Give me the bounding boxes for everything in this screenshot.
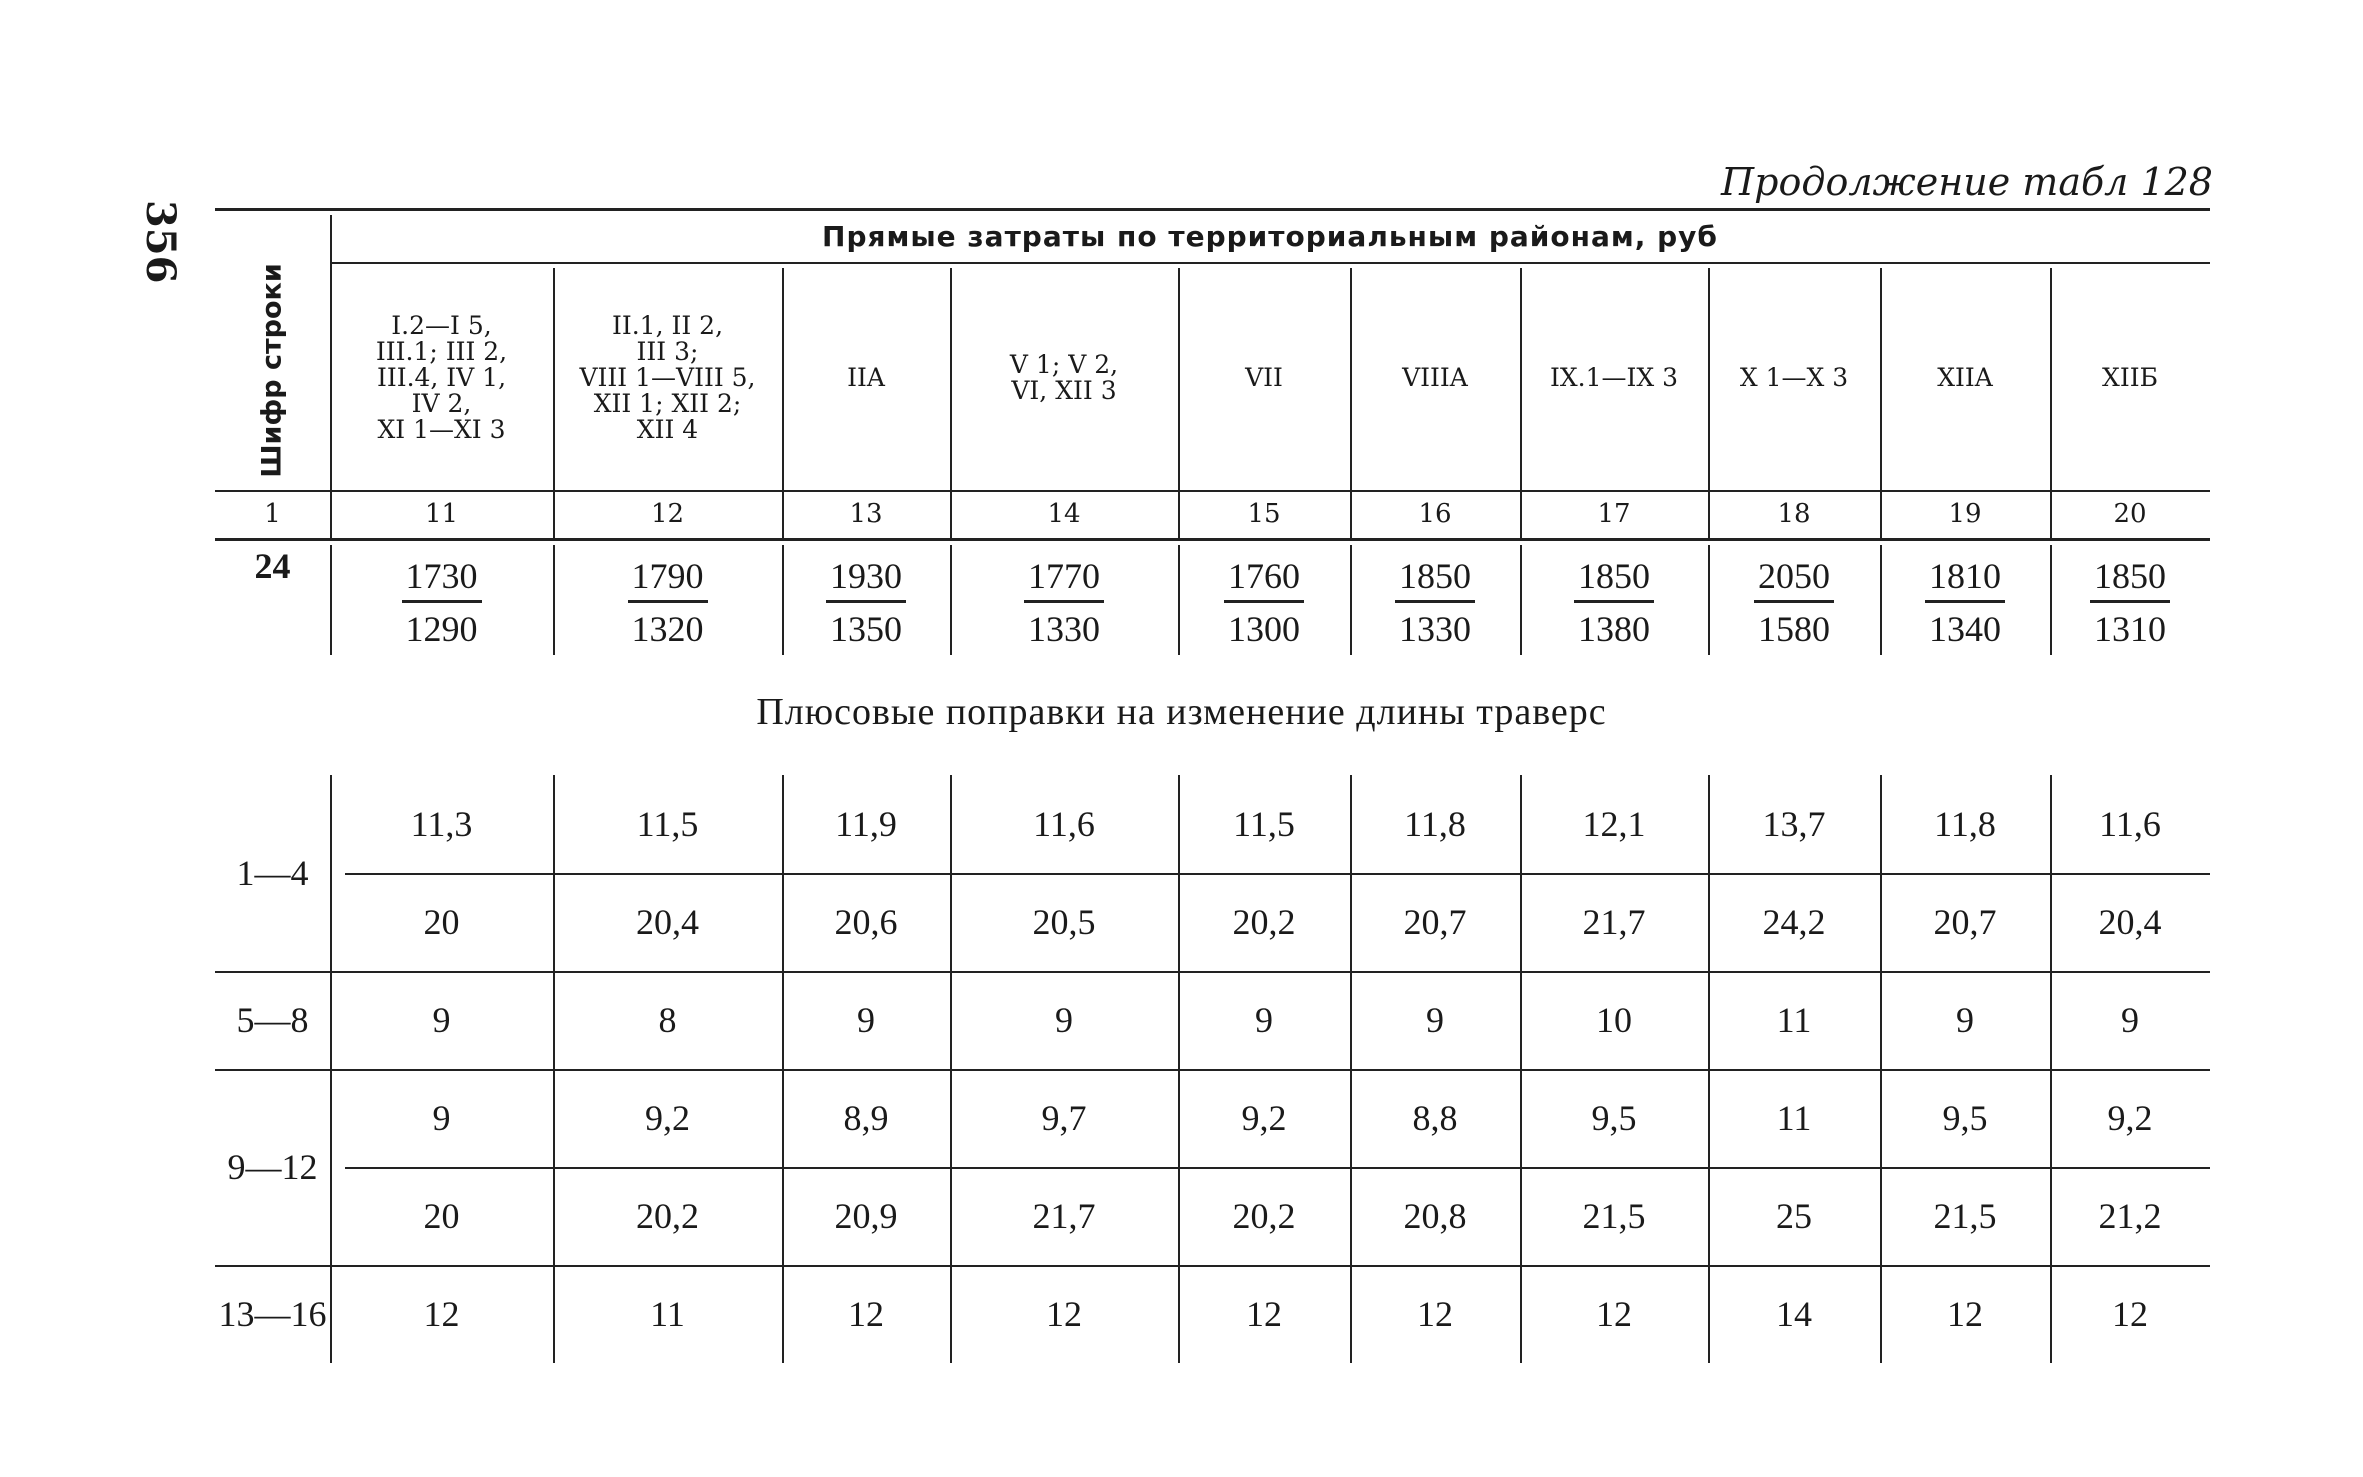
- fraction-cell: [553, 550, 782, 655]
- value-cell: 20,4: [2098, 902, 2162, 942]
- row-code-column-number: 1: [264, 499, 281, 529]
- value-cell: 11,9: [835, 804, 897, 844]
- value-cell: 11,5: [1233, 804, 1295, 844]
- fraction-denominator: 1340: [1929, 609, 2001, 649]
- value-cell: 11,8: [1934, 804, 1996, 844]
- value-cell: 8,9: [843, 1098, 889, 1138]
- value-cell: 11,8: [1404, 804, 1466, 844]
- column-header: [1350, 268, 1520, 488]
- column-number: 14: [1047, 499, 1081, 529]
- fraction-denominator: 1350: [830, 609, 902, 649]
- column-header-line: VI, XII 3: [1011, 376, 1117, 405]
- page-number: 356: [137, 200, 184, 284]
- fraction-numerator: 1770: [1024, 554, 1104, 603]
- value-cell: 10: [1596, 1000, 1632, 1040]
- row-label: 9—12: [227, 1147, 318, 1187]
- fraction-denominator: 1300: [1228, 609, 1300, 649]
- value-cell: 12: [2112, 1294, 2148, 1334]
- fraction-numerator: 1810: [1925, 554, 2005, 603]
- column-header: [950, 268, 1178, 488]
- group-header-rule: [330, 262, 2210, 264]
- column-header: [782, 268, 950, 488]
- fraction-cell: [2050, 550, 2210, 655]
- value-cell: 20,2: [1232, 902, 1296, 942]
- value-cell: 9: [857, 1000, 875, 1040]
- row-label: 13—16: [218, 1294, 327, 1334]
- value-cell: 21,7: [1032, 1196, 1096, 1236]
- value-cell: 12: [1947, 1294, 1983, 1334]
- column-header-line: X 1—X 3: [1739, 363, 1849, 392]
- fraction-cell: [1350, 550, 1520, 655]
- value-cell: 9: [1255, 1000, 1273, 1040]
- column-header-line: IX.1—IX 3: [1549, 363, 1679, 392]
- value-cell: 9,7: [1041, 1098, 1087, 1138]
- column-header-line: III.4, IV 1,: [376, 363, 507, 392]
- value-cell: 8: [658, 1000, 677, 1040]
- value-cell: 11,6: [1033, 804, 1095, 844]
- group-header: Прямые затраты по территориальным районам, руб: [822, 219, 1718, 253]
- fraction-denominator: 1380: [1578, 609, 1650, 649]
- fraction-cell: [1880, 550, 2050, 655]
- column-header: [1880, 268, 2050, 488]
- value-cell: 12: [423, 1294, 460, 1334]
- column-header: [2050, 268, 2210, 488]
- value-cell: 9,5: [1591, 1098, 1637, 1138]
- fraction-cell: [1708, 550, 1880, 655]
- column-number: 11: [424, 499, 459, 529]
- value-cell: 9,5: [1942, 1098, 1988, 1138]
- row-label: 1—4: [236, 853, 309, 893]
- column-header: [1178, 268, 1350, 488]
- fraction-numerator: 1850: [1395, 554, 1475, 603]
- value-cell: 20: [423, 902, 460, 942]
- fraction-denominator: 1330: [1028, 609, 1100, 649]
- value-cell: 20,7: [1933, 902, 1997, 942]
- value-cell: 9,2: [1241, 1098, 1287, 1138]
- fraction-cell: [330, 550, 553, 655]
- value-cell: 21,5: [1582, 1196, 1646, 1236]
- value-cell: 20,2: [636, 1196, 699, 1236]
- fraction-denominator: 1580: [1758, 609, 1830, 649]
- column-header-line: IIA: [847, 363, 885, 392]
- column-header-line: II.1, II 2,: [611, 311, 724, 340]
- value-cell: 12: [1596, 1294, 1632, 1334]
- column-header-line: XIIБ: [2102, 363, 2158, 392]
- table-continuation-caption: Продолжение табл 128: [1721, 160, 2213, 204]
- column-header-line: VII: [1245, 363, 1283, 392]
- value-cell: 9: [1956, 1000, 1974, 1040]
- column-number: 12: [650, 499, 685, 529]
- row-code-header: Шифр строки: [256, 263, 288, 478]
- fraction-cell: [1520, 550, 1708, 655]
- value-cell: 20,9: [834, 1196, 898, 1236]
- table-top-rule: [215, 208, 2210, 211]
- value-cell: 20,7: [1403, 902, 1467, 942]
- column-number-rule: [215, 538, 2210, 541]
- section-subtitle: Плюсовые поправки на изменение длины траверс: [756, 691, 1607, 733]
- value-cell: 12: [1246, 1294, 1282, 1334]
- fraction-cell: [950, 550, 1178, 655]
- column-number: 15: [1247, 499, 1281, 529]
- value-cell: 9: [2121, 1000, 2139, 1040]
- value-cell: 12: [848, 1294, 884, 1334]
- value-cell: 9: [432, 1000, 451, 1040]
- row-label: 24: [254, 546, 291, 586]
- value-cell: 12: [1046, 1294, 1082, 1334]
- fraction-cell: [1178, 550, 1350, 655]
- column-header-line: IV 2,: [411, 389, 472, 418]
- column-header-line: VIIIA: [1402, 363, 1468, 392]
- value-cell: 20,6: [834, 902, 898, 942]
- value-cell: 20,8: [1403, 1196, 1467, 1236]
- value-cell: 21,2: [2098, 1196, 2162, 1236]
- value-cell: 9: [432, 1098, 451, 1138]
- value-cell: 11: [1776, 1098, 1812, 1138]
- column-header-line: XII 1; XII 2;: [593, 389, 742, 418]
- column-number: 13: [849, 499, 883, 529]
- column-number: 18: [1777, 499, 1811, 529]
- value-cell: 20,4: [636, 902, 699, 942]
- fraction-denominator: 1320: [631, 609, 704, 649]
- fraction-numerator: 1930: [826, 554, 906, 603]
- column-header: [553, 268, 782, 488]
- value-cell: 20: [423, 1196, 460, 1236]
- fraction-numerator: 2050: [1754, 554, 1834, 603]
- value-cell: 11: [650, 1294, 685, 1334]
- value-cell: 13,7: [1762, 804, 1826, 844]
- fraction-numerator: 1850: [1574, 554, 1654, 603]
- row-label: 5—8: [236, 1000, 309, 1040]
- value-cell: 21,7: [1582, 902, 1646, 942]
- column-header-line: XII 4: [636, 415, 699, 444]
- column-header: [1708, 268, 1880, 488]
- value-cell: 9: [1426, 1000, 1444, 1040]
- fraction-numerator: 1730: [402, 554, 482, 603]
- fraction-denominator: 1330: [1399, 609, 1471, 649]
- column-number: 17: [1597, 499, 1631, 529]
- column-header-line: XIIA: [1937, 363, 1993, 392]
- column-header: [330, 268, 553, 488]
- value-cell: 25: [1776, 1196, 1812, 1236]
- value-cell: 21,5: [1933, 1196, 1997, 1236]
- value-cell: 24,2: [1762, 902, 1826, 942]
- value-cell: 9: [1055, 1000, 1073, 1040]
- column-number: 20: [2113, 499, 2147, 529]
- value-cell: 9,2: [645, 1098, 690, 1138]
- value-cell: 14: [1776, 1294, 1812, 1334]
- value-cell: 11,3: [410, 804, 473, 844]
- column-header-line: XI 1—XI 3: [377, 415, 506, 444]
- value-cell: 12: [1417, 1294, 1453, 1334]
- fraction-numerator: 1850: [2090, 554, 2170, 603]
- value-cell: 20,2: [1232, 1196, 1296, 1236]
- fraction-numerator: 1790: [628, 554, 708, 603]
- value-cell: 20,5: [1032, 902, 1096, 942]
- value-cell: 9,2: [2107, 1098, 2153, 1138]
- column-number: 19: [1948, 499, 1982, 529]
- column-header-line: III 3;: [636, 337, 699, 366]
- value-cell: 8,8: [1412, 1098, 1458, 1138]
- column-number: 16: [1418, 499, 1452, 529]
- column-header: [1520, 268, 1708, 488]
- value-cell: 12,1: [1582, 804, 1646, 844]
- column-header-line: V 1; V 2,: [1009, 350, 1119, 379]
- column-header-line: I.2—I 5,: [391, 311, 492, 340]
- fraction-denominator: 1290: [405, 609, 478, 649]
- value-cell: 11: [1776, 1000, 1812, 1040]
- column-header-line: VIII 1—VIII 5,: [579, 363, 756, 392]
- fraction-cell: [782, 550, 950, 655]
- column-header-line: III.1; III 2,: [375, 337, 508, 366]
- value-cell: 11,5: [636, 804, 699, 844]
- value-cell: 11,6: [2099, 804, 2161, 844]
- fraction-denominator: 1310: [2094, 609, 2166, 649]
- fraction-numerator: 1760: [1224, 554, 1304, 603]
